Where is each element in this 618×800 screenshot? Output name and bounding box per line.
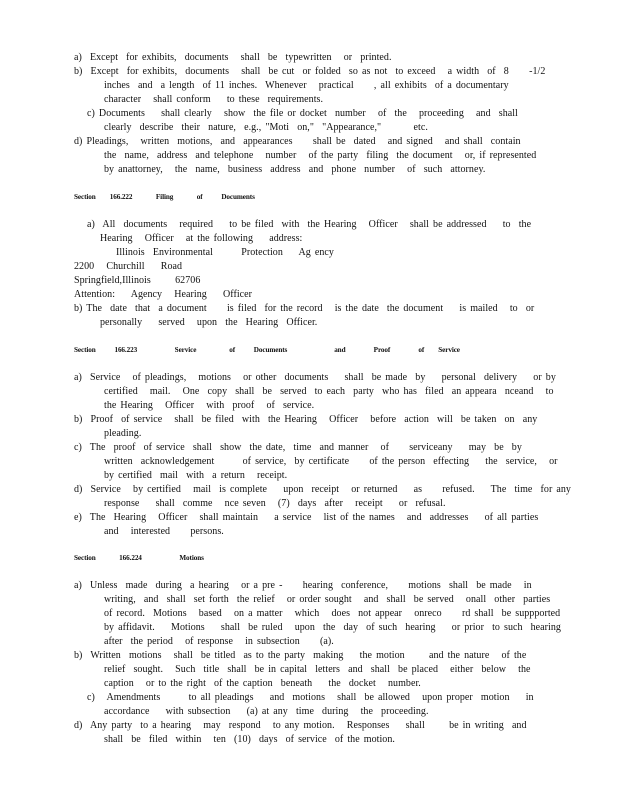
s224-a-line-4: by affidavit. Motions shall be ruled upon the day of such hearing or prior to such hearing <box>104 622 561 633</box>
para-d-line-3: by anattorney, the name, business address and phone number of such attorney. <box>104 164 486 175</box>
s222-address-line-1: Illinois Environmental Protection Ag ency <box>116 247 334 258</box>
s222-address-line-2: 2200 Churchill Road <box>74 261 183 272</box>
s224-a-line-1: a) Unless made during a hearing or a pre - hearing conference, motions shall be made in <box>74 580 532 591</box>
s223-a-line-3: the Hearing Officer with proof of service. <box>104 400 315 411</box>
section-166-224-heading: Section 166.224 Motions <box>74 554 204 562</box>
s223-b-line-1: b) Proof of service shall be filed with the Hearing Officer before action will be taken on any <box>74 414 538 425</box>
s224-a-line-5: after the period of response in subsection (a). <box>104 636 334 647</box>
s223-a-line-1: a) Service of pleadings, motions or other documents shall be made by personal delivery or by <box>74 372 556 383</box>
s222-b-line-2: personally served upon the Hearing Officer. <box>100 317 318 328</box>
s224-b-line-1: b) Written motions shall be titled as to the party making the motion and the nature of the <box>74 650 527 661</box>
s223-c-line-1: c) The proof of service shall show the date, time and manner of serviceany may be by <box>74 442 522 453</box>
s224-d-line-1: d) Any party to a hearing may respond to any motion. Responses shall be in writing and <box>74 720 527 731</box>
s224-a-line-2: writing, and shall set forth the relief or order sought and shall be served onall other parties <box>104 594 551 605</box>
para-c-line-2: clearly describe their nature, e.g., "Moti on," "Appearance," etc. <box>104 122 428 133</box>
para-b-line-3: character shall conform to these requirements. <box>104 94 324 105</box>
s222-address-line-3: Springfield,Illinois 62706 <box>74 275 201 286</box>
s223-c-line-3: by certified mail with a return receipt. <box>104 470 288 481</box>
s222-b-line-1: b) The date that a document is filed for the record is the date the document is mailed to or <box>74 303 535 314</box>
s223-d-line-1: d) Service by certified mail is complete upon receipt or returned as refused. The time for any <box>74 484 571 495</box>
para-b-line-2: inches and a length of 11 inches. Whenever practical , all exhibits of a documentary <box>104 80 509 91</box>
s223-b-line-2: pleading. <box>104 428 142 439</box>
para-a-line-1: a) Except for exhibits, documents shall be typewritten or printed. <box>74 52 392 63</box>
s222-a-line-1: a) All documents required to be filed with the Hearing Officer shall be addressed to the <box>87 219 532 230</box>
para-d-line-2: the name, address and telephone number of the party filing the document or, if represented <box>104 150 537 161</box>
para-d-line-1: d) Pleadings, written motions, and appearances shall be dated and signed and shall contain <box>74 136 521 147</box>
s223-a-line-2: certified mail. One copy shall be served to each party who has filed an appeara nceand to <box>104 386 554 397</box>
section-166-222-heading: Section 166.222 Filing of Documents <box>74 193 255 201</box>
s223-e-line-2: and interested persons. <box>104 526 224 537</box>
s224-c-line-1: c) Amendments to all pleadings and motions shall be allowed upon proper motion in <box>87 692 534 703</box>
s224-c-line-2: accordance with subsection (a) at any time during the proceeding. <box>104 706 429 717</box>
s224-d-line-2: shall be filed within ten (10) days of service of the motion. <box>104 734 395 745</box>
s223-d-line-2: response shall comme nce seven (7) days after receipt or refusal. <box>104 498 446 509</box>
s224-b-line-2: relief sought. Such title shall be in capital letters and shall be placed either below the <box>104 664 531 675</box>
s224-b-line-3: caption or to the right of the caption beneath the docket number. <box>104 678 421 689</box>
s223-e-line-1: e) The Hearing Officer shall maintain a service list of the names and addresses of all parties <box>74 512 539 523</box>
section-166-223-heading: Section 166.223 Service of Documents and Proof of Service <box>74 346 460 354</box>
s222-address-line-4: Attention: Agency Hearing Officer <box>74 289 253 300</box>
s224-a-line-3: of record. Motions based on a matter which does not appear onreco rd shall be suppported <box>104 608 561 619</box>
s223-c-line-2: written acknowledgement of service, by certificate of the person effecting the service, or <box>104 456 558 467</box>
para-b-line-1: b) Except for exhibits, documents shall be cut or folded so as not to exceed a width of 8 -1/2 <box>74 66 546 77</box>
para-c-line-1: c) Documents shall clearly show the file or docket number of the proceeding and shall <box>87 108 518 119</box>
s222-a-line-2: Hearing Officer at the following address: <box>100 233 303 244</box>
